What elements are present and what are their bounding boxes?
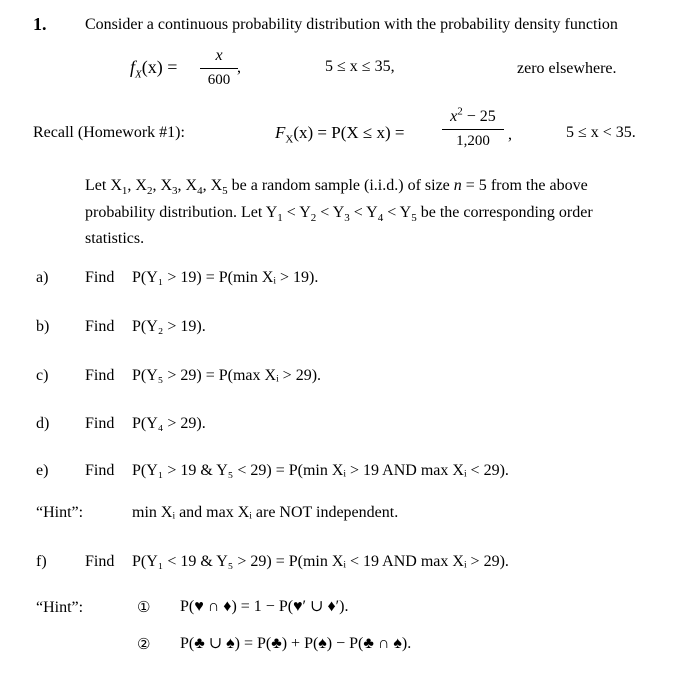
part-find: Find xyxy=(85,553,115,570)
hint-label: “Hint”: xyxy=(36,599,84,616)
pdf-lhs: $f_X(x)$ = xyxy=(130,57,178,81)
part-find: Find xyxy=(85,462,115,479)
hint-f-line-2: P(♣ ∪ ♠) = P(♣) + P(♠) − P(♣ ∩ ♠). xyxy=(180,635,412,652)
setup-line-3: statistics. xyxy=(85,230,145,247)
part-label: c) xyxy=(36,367,49,384)
part-label: b) xyxy=(36,318,50,335)
part-find: Find xyxy=(85,367,115,384)
part-e-expression: P(Y₁ > 19 & Y₅ < 29) = P(min Xᵢ > 19 AND max Xᵢ < 29). xyxy=(132,462,509,479)
pdf-otherwise: zero elsewhere. xyxy=(517,60,617,77)
pdf-domain: 5 ≤ x ≤ 35, xyxy=(325,58,395,75)
hint-f-line-1: P(♥ ∩ ♦) = 1 − P(♥′ ∪ ♦′). xyxy=(180,598,349,615)
setup-line-2: probability distribution. Let $Y_1 < Y_2 < Y_3 < Y_4 < Y_5$ be the corresponding order xyxy=(85,204,593,225)
recall-label: Recall (Homework #1): xyxy=(33,124,185,141)
part-find: Find xyxy=(85,269,115,286)
part-d-expression: P(Y₄ > 29). xyxy=(132,415,206,432)
cdf-lhs: $F_X(x) = P(X \le x)$ = xyxy=(275,123,405,146)
part-a-expression: P(Y₁ > 19) = P(min Xᵢ > 19). xyxy=(132,269,319,286)
part-b-expression: P(Y₂ > 19). xyxy=(132,318,206,335)
problem-intro: Consider a continuous probability distribution with the probability density function xyxy=(85,16,618,33)
circled-one-marker: ① xyxy=(137,598,151,616)
part-f-expression: P(Y₁ < 19 & Y₅ > 29) = P(min Xᵢ < 19 AND max Xᵢ > 29). xyxy=(132,553,509,570)
circled-two-marker: ② xyxy=(137,635,151,653)
pdf-fraction: $\frac{x}{600}$ xyxy=(200,47,238,89)
problem-number: 1. xyxy=(33,14,47,34)
cdf-domain: 5 ≤ x < 35. xyxy=(566,124,636,141)
part-find: Find xyxy=(85,415,115,432)
part-label: d) xyxy=(36,415,50,432)
cdf-comma: , xyxy=(508,126,512,143)
hint-e-text: min Xᵢ and max Xᵢ are NOT independent. xyxy=(132,504,399,521)
part-label: a) xyxy=(36,269,49,286)
part-c-expression: P(Y₅ > 29) = P(max Xᵢ > 29). xyxy=(132,367,322,384)
part-find: Find xyxy=(85,318,115,335)
part-label: e) xyxy=(36,462,49,479)
setup-line-1: Let $X_1$, $X_2$, $X_3$, $X_4$, $X_5$ be a random sample (i.i.d.) of size n = 5 from the above xyxy=(85,177,588,198)
cdf-fraction: $\frac{x^2 - 25}{1,200}$ xyxy=(442,108,504,150)
part-label: f) xyxy=(36,553,47,570)
hint-label: “Hint”: xyxy=(36,504,84,521)
pdf-comma: , xyxy=(237,59,241,76)
